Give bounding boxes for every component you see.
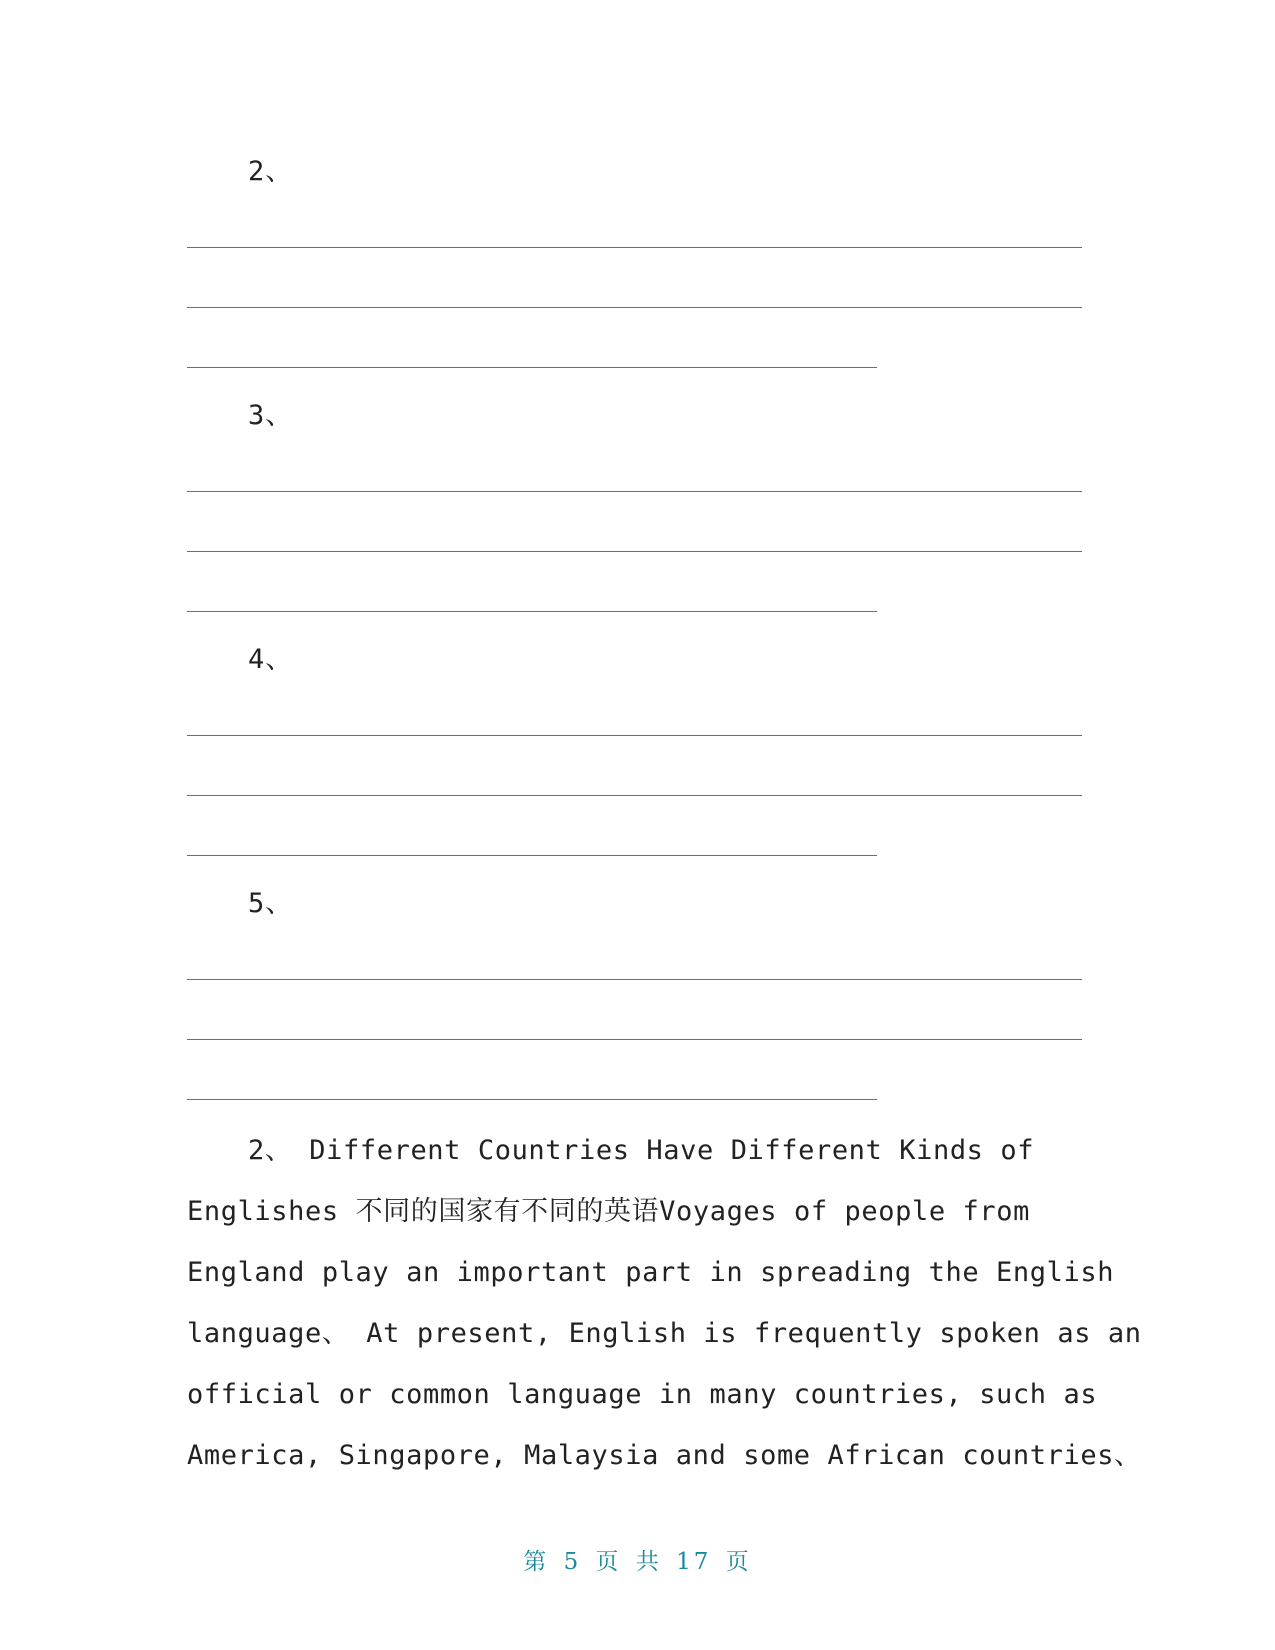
question-number-2: 2、 xyxy=(248,156,294,187)
question-number-4: 4、 xyxy=(248,644,294,675)
passage-line: official or common language in many countries, such as xyxy=(187,1379,1098,1410)
answer-line xyxy=(187,551,1082,552)
passage-heading-line: 2、 Different Countries Have Different Kinds of xyxy=(248,1135,1035,1166)
answer-line xyxy=(187,795,1082,796)
passage-line: England play an important part in spreading the English xyxy=(187,1257,1115,1288)
answer-line xyxy=(187,307,1082,308)
page-footer: 第 5 页 共 17 页 xyxy=(523,1549,752,1575)
passage-line: language、 At present, English is frequently spoken as an xyxy=(187,1318,1142,1349)
answer-line xyxy=(187,491,1082,492)
answer-line xyxy=(187,1099,877,1100)
answer-line xyxy=(187,611,877,612)
passage-line: America, Singapore, Malaysia and some African countries、 xyxy=(187,1440,1142,1471)
passage-line: Englishes 不同的国家有不同的英语Voyages of people from xyxy=(187,1196,1030,1227)
answer-line xyxy=(187,979,1082,980)
answer-line xyxy=(187,855,877,856)
answer-line xyxy=(187,735,1082,736)
answer-line xyxy=(187,367,877,368)
answer-line xyxy=(187,247,1082,248)
question-number-5: 5、 xyxy=(248,888,294,919)
question-number-3: 3、 xyxy=(248,400,294,431)
passage-text xyxy=(187,1120,1142,1486)
answer-line xyxy=(187,1039,1082,1040)
